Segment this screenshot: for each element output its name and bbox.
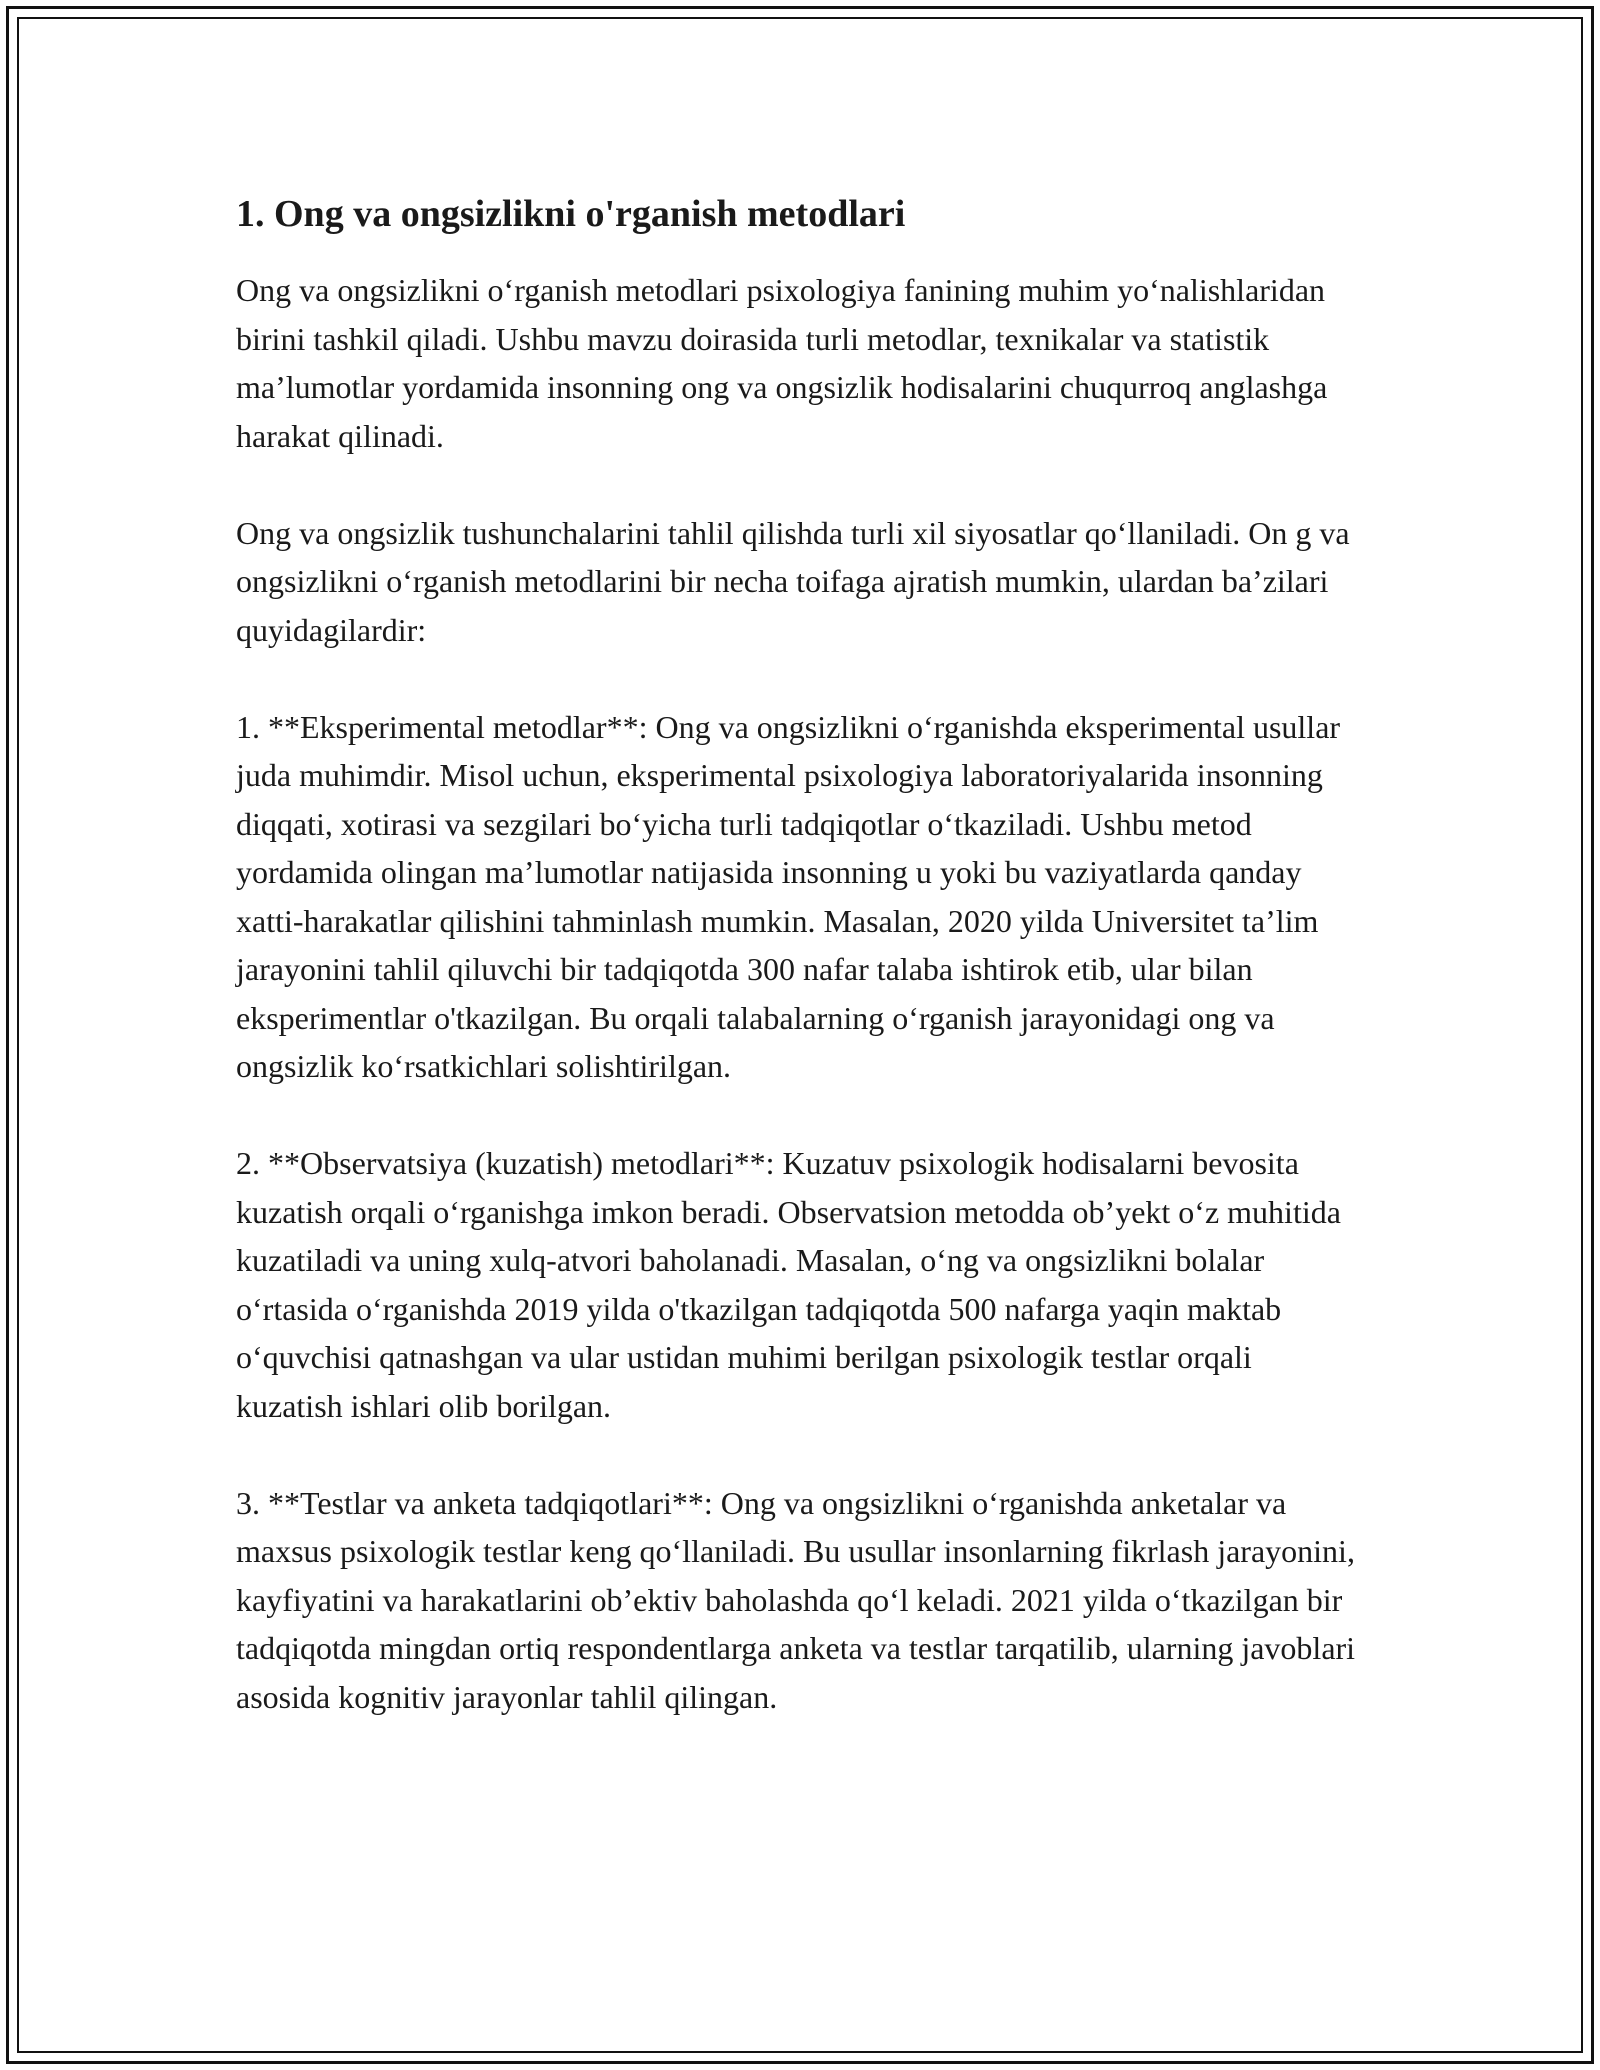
paragraph-tests-surveys: 3. **Testlar va anketa tadqiqotlari**: Ong va ongsizlikni o‘rganishda anketalar va maxsus psixologik testlar keng qo‘llaniladi. Bu usullar insonlarning fikrlash jarayonini, kayfiyatini va harakatlarini ob’ektiv baholashda qo‘l keladi. 2021 yilda o‘tkazilgan bir tadqiqotda mingdan ortiq respondentlarga anketa va testlar tarqatilib, ularning javoblari asosida kognitiv jarayonlar tahlil qilingan. bbox=[236, 1484, 1356, 1715]
paragraph-experimental-methods: 1. **Eksperimental metodlar**: Ong va ongsizlikni o‘rganishda eksperimental usullar juda muhimdir. Misol uchun, eksperimental psixologiya laboratoriyalarida insonning diqqati, xotirasi va sezgilari bo‘yicha turli tadqiqotlar o‘tkaziladi. Ushbu metod yordamida olingan ma’lumotlar natijasida insonning u yoki bu vaziyatlarda qanday xatti-harakatlar qilishini tahminlash mumkin. Masalan, 2020 yilda Universitet ta’lim jarayonini tahlil qiluvchi bir tadqiqotda 300 nafar talaba ishtirok etib, ular bilan eksperimentlar o'tkazilgan. Bu orqali talabalarning o‘rganish jarayonidagi ong va ongsizlik ko‘rsatkichlari solishtirilgan. bbox=[236, 708, 1341, 1084]
document-title: 1. Ong va ongsizlikni o'rganish metodlari bbox=[236, 193, 906, 235]
paragraph-intro: Ong va ongsizlikni o‘rganish metodlari psixologiya fanining muhim yo‘nalishlaridan birini tashkil qiladi. Ushbu mavzu doirasida turli metodlar, texnikalar va statistik ma’lumotlar yordamida insonning ong va ongsizlik hodisalarini chuqurroq anglashga harakat qilinadi. bbox=[236, 272, 1328, 454]
paragraph-observation-methods: 2. **Observatsiya (kuzatish) metodlari**: Kuzatuv psixologik hodisalarni bevosita kuzatish orqali o‘rganishga imkon beradi. Observatsion metodda ob’yekt o‘z muhitida kuzatiladi va uning xulq-atvori baholanadi. Masalan, o‘ng va ongsizlikni bolalar o‘rtasida o‘rganishda 2019 yilda o'tkazilgan tadqiqotda 500 nafarga yaqin maktab o‘quvchisi qatnashgan va ular ustidan muhimi berilgan psixologik testlar orqali kuzatish ishlari olib borilgan. bbox=[236, 1145, 1341, 1424]
paragraph-overview: Ong va ongsizlik tushunchalarini tahlil qilishda turli xil siyosatlar qo‘llaniladi. On g va ongsizlikni o‘rganish metodlarini bir necha toifaga ajratish mumkin, ulardan ba’zilari quyidagilardir: bbox=[236, 514, 1350, 648]
document-body bbox=[236, 190, 1366, 1721]
